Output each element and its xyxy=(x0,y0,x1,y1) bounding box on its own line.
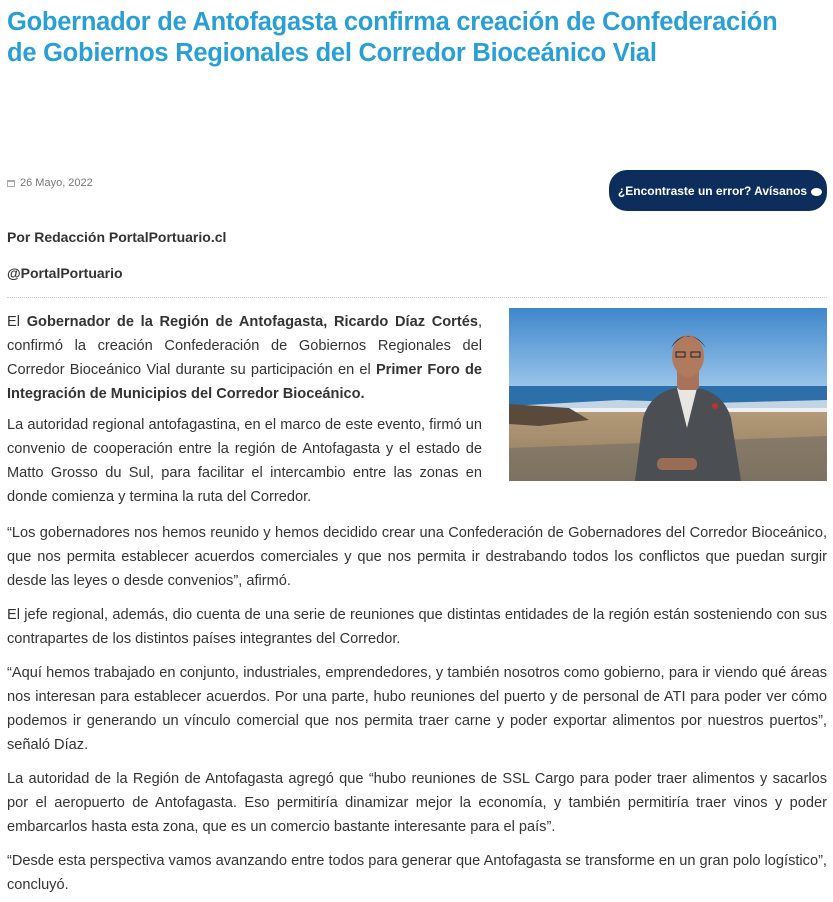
calendar-icon xyxy=(7,180,15,187)
paragraph-7: “Desde esta perspectiva vamos avanzando entre todos para generar que Antofagasta se transforme en un gran polo logístico”, concluyó. xyxy=(7,853,827,893)
paragraph-6: La autoridad de la Región de Antofagasta agregó que “hubo reuniones de SSL Cargo para poder traer alimentos y sacarlos por el aeropuerto de Antofagasta. Eso permitiría dinamizar mejor la economía, y también permitiría traer vinos y poder embarcarlos hasta esta zona, que es un comercio bastante interesante para el país”. xyxy=(7,771,827,835)
p1-forum: Primer Foro de Integración de Municipios del Corredor Bioceánico. xyxy=(7,362,482,402)
paragraph-2: La autoridad regional antofagastina, en el marco de este evento, firmó un convenio de cooperación entre la región de Antofagasta y el estado de Matto Grosso du Sul, para facilitar el intercambio entre las zonas en donde comienza y termina la ruta del Corredor. xyxy=(7,417,482,505)
paragraph-1 xyxy=(7,310,482,406)
speech-bubble-icon xyxy=(811,188,822,196)
paragraph-3: “Los gobernadores nos hemos reunido y hemos decidido crear una Confederación de Gobernadores del Corredor Bioceánico, que nos permita establecer acuerdos comerciales y que nos permita ir destrabando todos los conflictos que puedan surgir desde las leyes o desde convenios”, afirmó. xyxy=(7,525,827,589)
report-error-button[interactable] xyxy=(609,170,827,211)
paragraph-4: El jefe regional, además, dio cuenta de una serie de reuniones que distintas entidades de la región están sosteniendo con sus contrapartes de los distintos países integrantes del Corredor. xyxy=(7,607,827,647)
report-error-label: ¿Encontraste un error? Avísanos xyxy=(617,183,808,198)
p1-lead: El xyxy=(7,314,27,330)
date-text: 26 Mayo, 2022 xyxy=(20,177,93,189)
publish-date xyxy=(7,177,93,189)
author-handle[interactable]: @PortalPortuario xyxy=(7,265,123,281)
author-byline: Por Redacción PortalPortuario.cl xyxy=(7,229,227,245)
paragraph-5: “Aquí hemos trabajado en conjunto, industriales, emprendedores, y también nosotros como gobierno, para ir viendo qué áreas nos interesan para establecer acuerdos. Por una parte, hubo reuniones del puerto y de personal de ATI para poder ver cómo podemos ir generando un vínculo comercial que nos permita traer carne y poder exportar alimentos por nuestros puertos”, señaló Díaz. xyxy=(7,665,827,753)
divider xyxy=(7,297,827,298)
article-photo xyxy=(509,308,827,481)
p1-body: , confirmó la creación Confederación de Gobiernos Regionales del Corredor Bioceánico Vial durante su participación en el xyxy=(7,314,483,378)
article-title: Gobernador de Antofagasta confirma creación de Confederación de Gobiernos Regionales del Corredor Bioceánico Vial xyxy=(7,8,778,67)
p1-governor: Gobernador de la Región de Antofagasta, Ricardo Díaz Cortés xyxy=(26,314,478,330)
